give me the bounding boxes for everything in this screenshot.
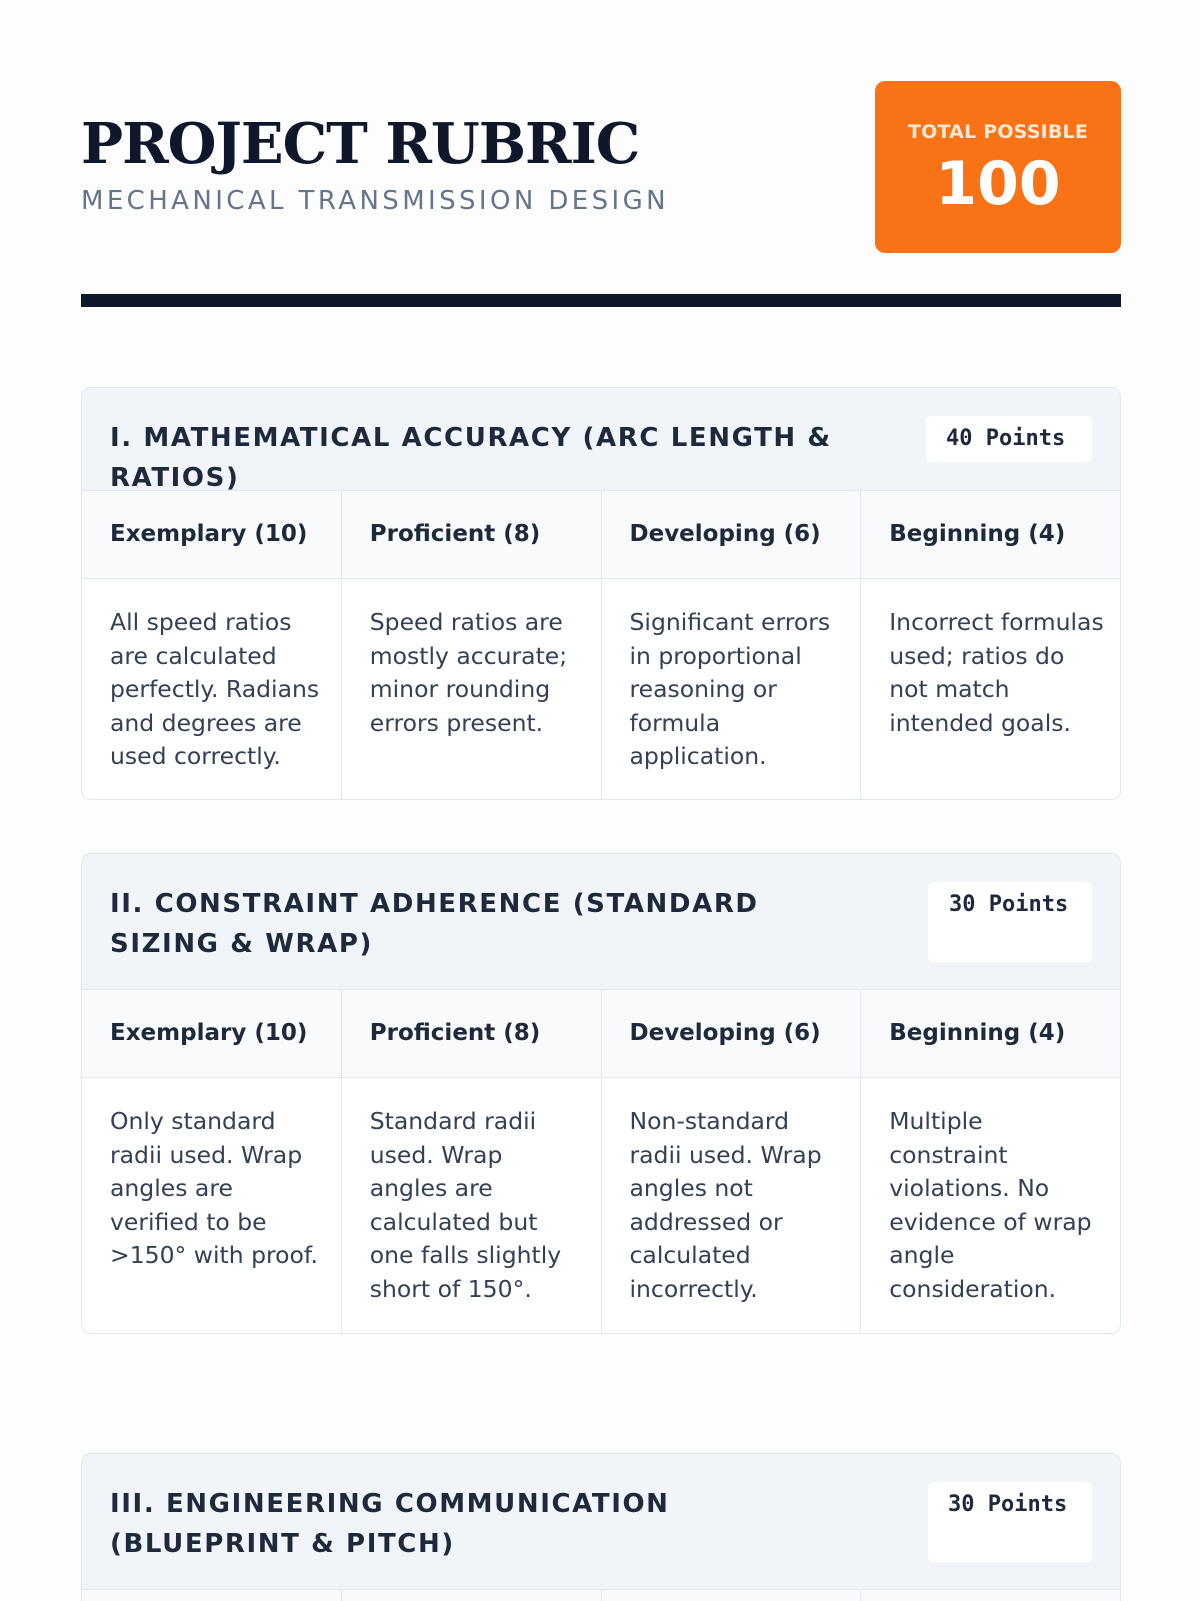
- section-title: II. CONSTRAINT ADHERENCE (STANDARD SIZING & WRAP): [110, 889, 759, 959]
- description-beginning: Multiple constraint violations. No evidence of wrap angle consideration.: [889, 1107, 1092, 1303]
- level-column: [602, 1590, 862, 1601]
- description-developing: Significant errors in proportional reasoning or formula application.: [602, 579, 862, 799]
- page-title: PROJECT RUBRIC: [81, 111, 640, 177]
- section-points-badge: 30 Points: [928, 1482, 1092, 1562]
- description-developing: Non-standard radii used. Wrap angles not addressed or calculated incorrectly.: [602, 1078, 862, 1333]
- section-title: III. ENGINEERING COMMUNICATION (BLUEPRINT & PITCH): [110, 1489, 670, 1559]
- level-developing: Developing (6): [602, 990, 862, 1078]
- total-possible-badge: [875, 81, 1121, 253]
- total-possible-label: TOTAL POSSIBLE: [907, 121, 1089, 143]
- level-beginning: Beginning (4): [861, 491, 1120, 579]
- section-points-badge: 40 Points: [926, 416, 1092, 462]
- section-header: [82, 1454, 1120, 1590]
- section-header: [82, 388, 1120, 491]
- rubric-section-3: [81, 1453, 1121, 1601]
- description-row: [82, 1078, 1120, 1333]
- rubric-header: [81, 0, 1121, 310]
- description-row: [82, 579, 1120, 799]
- level-column: [342, 1590, 602, 1601]
- header-divider: [81, 294, 1121, 307]
- level-column: [82, 1590, 342, 1601]
- description-proficient: Speed ratios are mostly accurate; minor rounding errors present.: [342, 579, 602, 799]
- section-title: I. MATHEMATICAL ACCURACY (ARC LENGTH & RATIOS): [110, 423, 832, 493]
- level-header-row: [82, 1590, 1120, 1601]
- level-developing: Developing (6): [602, 491, 862, 579]
- level-header-row: [82, 491, 1120, 579]
- page-subtitle: MECHANICAL TRANSMISSION DESIGN: [81, 186, 669, 216]
- description-beginning: Incorrect formulas used; ratios do not match intended goals.: [889, 608, 1104, 737]
- section-header: [82, 854, 1120, 990]
- level-exemplary: Exemplary (10): [82, 990, 342, 1078]
- level-proficient: Proficient (8): [342, 491, 602, 579]
- level-column: [861, 1590, 1120, 1601]
- description-exemplary: All speed ratios are calculated perfectly. Radians and degrees are used correctly.: [82, 579, 342, 799]
- level-proficient: Proficient (8): [342, 990, 602, 1078]
- level-beginning: Beginning (4): [861, 990, 1120, 1078]
- total-possible-value: 100: [935, 149, 1061, 219]
- description-proficient: Standard radii used. Wrap angles are calculated but one falls slightly short of 150°.: [342, 1078, 602, 1333]
- rubric-section-2: [81, 853, 1121, 1334]
- level-exemplary: Exemplary (10): [82, 491, 342, 579]
- rubric-page: [81, 0, 1121, 1559]
- level-header-row: [82, 990, 1120, 1078]
- description-exemplary: Only standard radii used. Wrap angles are verified to be >150° with proof.: [82, 1078, 342, 1333]
- section-points-badge: 30 Points: [928, 882, 1092, 962]
- rubric-section-1: [81, 387, 1121, 800]
